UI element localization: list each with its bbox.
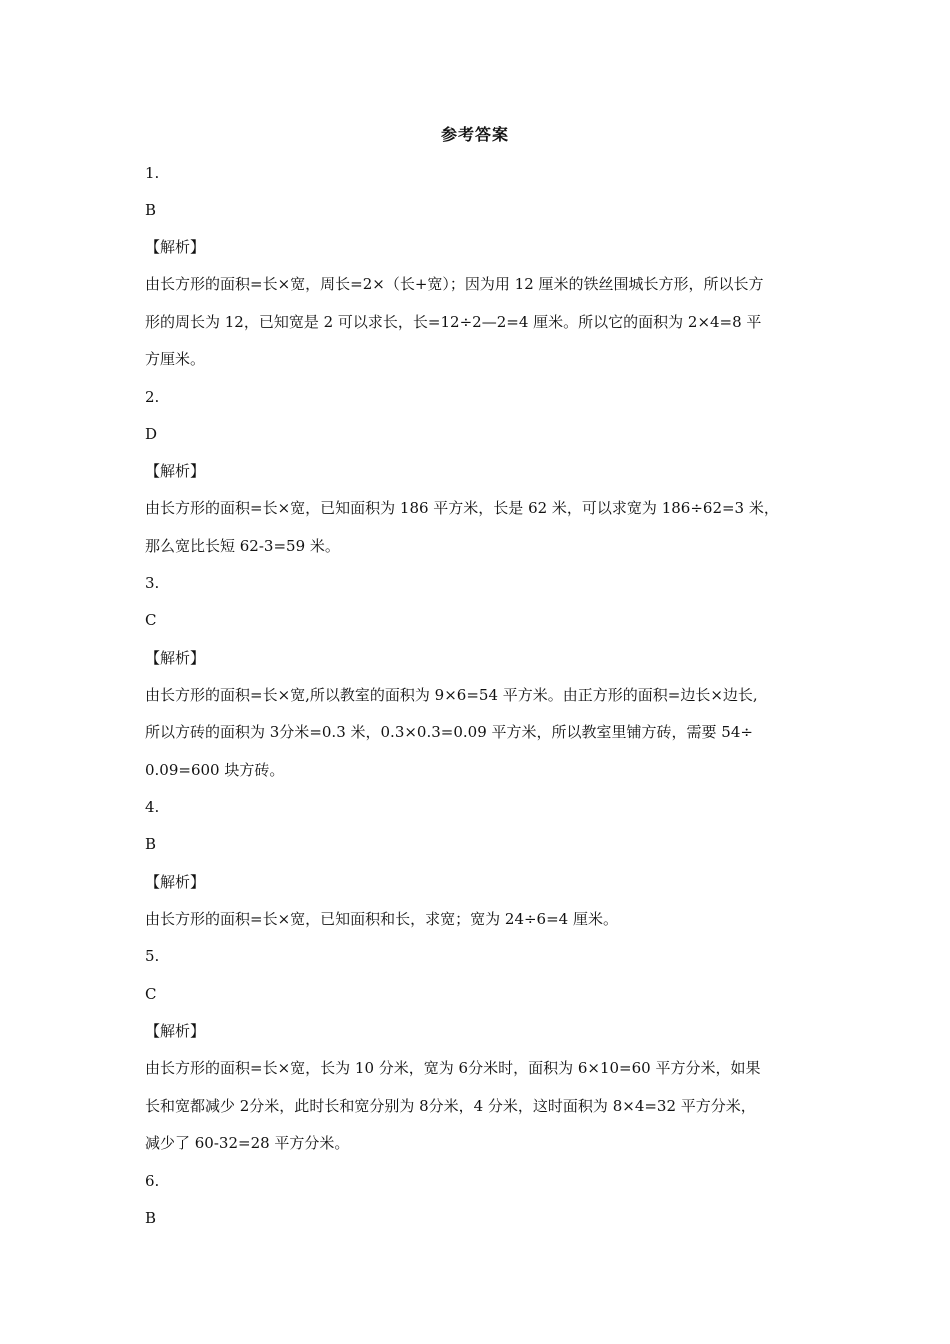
answer-choice: D [145,425,158,443]
answer-choice: C [145,985,157,1003]
answer-choice: B [145,1209,157,1227]
analysis-heading: 【解析】 [145,238,206,256]
page-title: 参考答案 [440,125,509,144]
analysis-line: 由长方形的面积=长×宽，周长=2×（长+宽）；因为用 12 厘米的铁丝围城长方形，所以长方 [145,275,764,293]
analysis-line: 那么宽比长短 62-3=59 米。 [145,537,340,555]
analysis-heading: 【解析】 [145,649,206,667]
analysis-line: 长和宽都减少 2分米，此时长和宽分别为 8分米，4 分米，这时面积为 8×4=32 平方分米， [145,1097,756,1115]
analysis-heading: 【解析】 [145,1022,206,1040]
analysis-line: 0.09=600 块方砖。 [145,761,285,779]
analysis-heading: 【解析】 [145,462,206,480]
answer-choice: B [145,201,157,219]
question-number: 5. [145,947,160,965]
analysis-line: 形的周长为 12，已知宽是 2 可以求长，长=12÷2—2=4 厘米。所以它的面积为 2×4=8 平 [145,313,762,331]
question-number: 3. [145,574,160,592]
analysis-line: 由长方形的面积=长×宽，已知面积和长，求宽；宽为 24÷6=4 厘米。 [145,910,618,928]
analysis-line: 由长方形的面积=长×宽,所以教室的面积为 9×6=54 平方米。由正方形的面积=边长×边长, [145,686,758,704]
analysis-heading: 【解析】 [145,873,206,891]
analysis-line: 减少了 60-32=28 平方分米。 [145,1134,350,1152]
analysis-line: 由长方形的面积=长×宽，已知面积为 186 平方米，长是 62 米，可以求宽为 186÷62=3 米， [145,499,779,517]
analysis-line: 所以方砖的面积为 3分米=0.3 米，0.3×0.3=0.09 平方米，所以教室里铺方砖，需要 54÷ [145,723,753,741]
question-number: 1. [145,164,160,182]
answer-choice: C [145,611,157,629]
answer-choice: B [145,835,157,853]
analysis-line: 方厘米。 [145,350,206,368]
question-number: 2. [145,388,160,406]
analysis-line: 由长方形的面积=长×宽，长为 10 分米，宽为 6分米时，面积为 6×10=60 平方分米，如果 [145,1059,761,1077]
question-number: 6. [145,1172,160,1190]
question-number: 4. [145,798,160,816]
